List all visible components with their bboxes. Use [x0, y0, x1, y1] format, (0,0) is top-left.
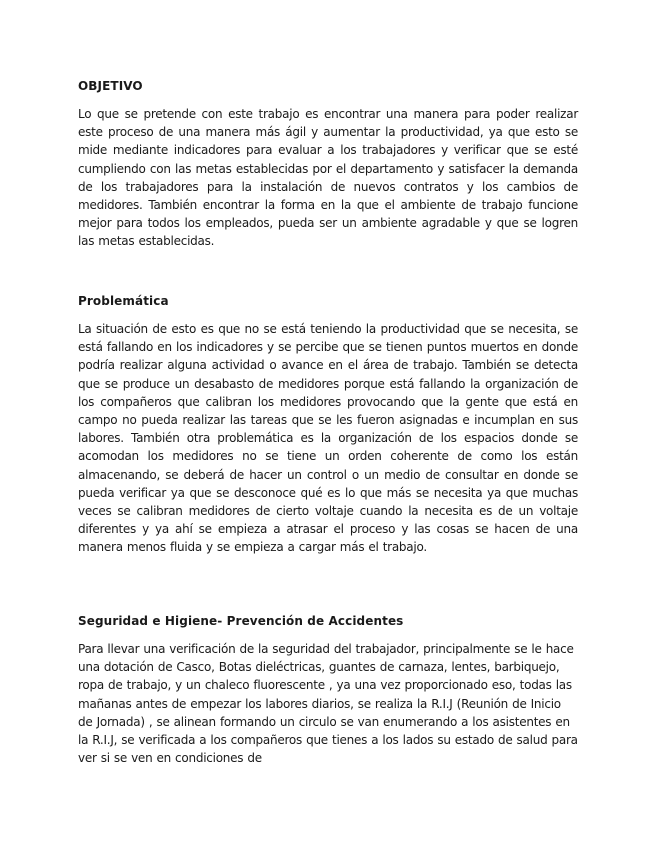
- section-paragraph: La situación de esto es que no se está teniendo la productividad que se necesita, se está fallando en los indicadores y se percibe que se tienen puntos muertos en donde podría realizar alguna actividad o avance en el área de trabajo. También se detecta que se produce un desabasto de medidores porque está fallando la organización de los compañeros que calibran los medidores provocando que la gente que está en campo no pueda realizar las tareas que se les fueron asignadas e incumplan en sus labores. También otra problemática es la organización de los espacios donde se acomodan los medidores no se tiene un orden coherente de como los están almacenando, se deberá de hacer un control o un medio de consultar en donde se pueda verificar ya que se desconoce qué es lo que más se necesita ya que muchas veces se calibran medidores de cierto voltaje cuando la necesita es de un voltaje diferentes y ya ahí se empieza a atrasar el proceso y las cosas se hacen de una manera menos fluida y se empieza a cargar más el trabajo.: [78, 322, 578, 555]
- section-problematica: [78, 293, 578, 557]
- section-objetivo: [78, 78, 578, 251]
- section-heading: Seguridad e Higiene- Prevención de Accidentes: [78, 614, 404, 628]
- section-heading: OBJETIVO: [78, 79, 143, 93]
- section-paragraph: Para llevar una verificación de la seguridad del trabajador, principalmente se le hace una dotación de Casco, Botas dieléctricas, guantes de carnaza, lentes, barbiquejo, ropa de trabajo, y un chaleco fluorescente , ya una vez proporcionado eso, todas las mañanas antes de empezar los labores diarios, se realiza la R.I.J (Reunión de Inicio de Jornada) , se alinean formando un circulo se van enumerando a los asistentes en la R.I.J, se verificada a los compañeros que tienes a los lados su estado de salud para ver si se ven en condiciones de: [78, 642, 578, 766]
- section-paragraph: Lo que se pretende con este trabajo es encontrar una manera para poder realizar este proceso de una manera más ágil y aumentar la productividad, ya que esto se mide mediante indicadores para evaluar a los trabajadores y verificar que se esté cumpliendo con las metas establecidas por el departamento y satisfacer la demanda de los trabajadores para la instalación de nuevos contratos y los cambios de medidores. También encontrar la forma en la que el ambiente de trabajo funcione mejor para todos los empleados, pueda ser un ambiente agradable y que se logren las metas establecidas.: [78, 107, 578, 249]
- section-heading: Problemática: [78, 294, 169, 308]
- section-seguridad-higiene: [78, 613, 578, 767]
